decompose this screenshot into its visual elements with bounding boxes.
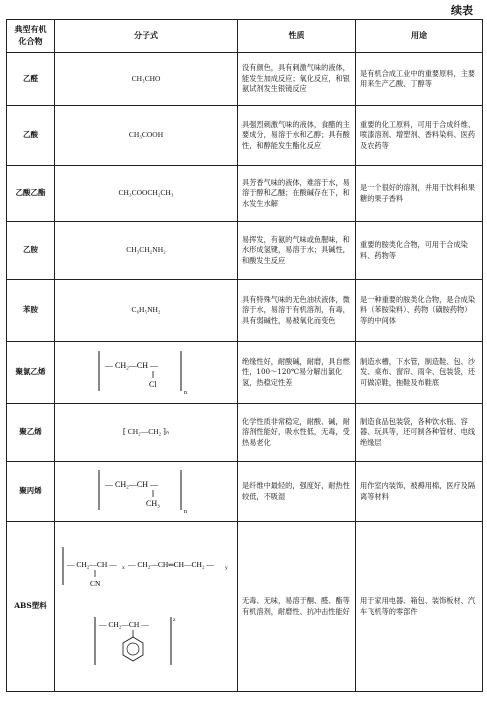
branch-group: Cl	[149, 379, 157, 389]
compound-name: ABS塑料	[7, 522, 55, 692]
table-row	[7, 222, 483, 280]
compound-table	[6, 19, 483, 692]
subscript-n: n	[184, 389, 187, 396]
formula: CH₃CH₂NH₂	[55, 222, 238, 280]
subscript-z: z	[173, 616, 176, 623]
subscript-y: y	[225, 564, 228, 571]
continued-label: 续表	[451, 4, 473, 17]
repeat-unit: — CH₂—CH —	[105, 479, 159, 489]
benzene-ring-icon	[123, 637, 143, 661]
compound-name: 聚乙烯	[7, 404, 55, 462]
use-text: 是一个很好的溶剂，并用于饮料和果糖的果子香料	[356, 166, 483, 222]
property-text: 没有颜色，具有刺激气味的液体，能发生加成反应；氧化反应，和银氨试剂发生银镜反应	[238, 53, 356, 106]
repeat-unit: — CH₂—CH —	[105, 360, 159, 370]
unit-b: — CH₂—CH═CH—CH₂ —	[128, 559, 214, 569]
use-text: 重要的胺类化合物，可用于合成染料、药物等	[356, 222, 483, 280]
compound-name: 乙胺	[7, 222, 55, 280]
compound-name: 聚氯乙烯	[7, 342, 55, 404]
formula: CH₃CHO	[55, 53, 238, 106]
branch-group: CH₃	[146, 498, 160, 508]
use-text: 重要的化工原料，可用于合成纤维、喷漆溶剂、增塑剂、香料染料、医药及农药等	[356, 106, 483, 166]
formula: CH₃COOH	[55, 106, 238, 166]
use-text: 用于家用电器、箱包、装饰板材、汽车飞机等的零部件	[356, 522, 483, 692]
pp-structure	[61, 465, 231, 515]
formula-structure	[55, 342, 238, 404]
table-row	[7, 522, 483, 692]
benzene-ring-circle	[127, 643, 139, 655]
use-text: 是有机合成工业中的重要原料，主要用来生产乙酸、丁醇等	[356, 53, 483, 106]
table-row	[7, 404, 483, 462]
table-row	[7, 280, 483, 342]
branch-cn: CN	[90, 578, 101, 588]
formula-structure	[55, 522, 238, 692]
compound-name: 聚丙烯	[7, 462, 55, 522]
property-text: 绝缘性好，耐酸碱，耐磨，具自燃性，100～120℃易分解出氯化氢，热稳定性差	[238, 342, 356, 404]
property-text: 是纤维中最轻的，强度好，耐热性较低，不吸湿	[238, 462, 356, 522]
property-text: 化学性质非常稳定，耐酸、碱，耐溶剂性能好，吸水性低，无毒，受热易老化	[238, 404, 356, 462]
use-text: 是一种重要的胺类化合物，是合成染料（苯胺染料）、药物（磺胺药物）等的中间体	[356, 280, 483, 342]
header-formula: 分子式	[55, 20, 238, 53]
use-text: 制造水槽，下水管，制造鞋、包、沙发、桌布、窗帘、雨伞、包装袋，还可做凉鞋，拖鞋及布鞋底	[356, 342, 483, 404]
subscript-x: x	[122, 564, 125, 571]
unit-c: — CH₂—CH —	[99, 619, 149, 629]
table-row	[7, 106, 483, 166]
formula: C₆H₅NH₂	[55, 280, 238, 342]
header-row	[7, 20, 483, 53]
header-compound: 典型有机化合物	[7, 20, 55, 53]
abs-structure	[59, 525, 234, 685]
compound-name: 乙酸	[7, 106, 55, 166]
subscript-n: n	[184, 508, 187, 515]
table-row	[7, 462, 483, 522]
formula: CH₃COOCH₂CH₃	[55, 166, 238, 222]
header-property: 性质	[238, 20, 356, 53]
property-text: 具有特殊气味的无色油状液体，微溶于水，易溶于有机溶剂，有毒，具有弱碱性，易被氧化而变色	[238, 280, 356, 342]
table-row	[7, 166, 483, 222]
formula-structure	[55, 462, 238, 522]
unit-a: — CH₂—CH —	[67, 559, 117, 569]
use-text: 用作室内装饰，被褥用棉，医疗及隔离等材料	[356, 462, 483, 522]
property-text: 具强烈刺激气味的液体，食醋的主要成分，易溶于水和乙醇；具有酸性，和醇能发生酯化反应	[238, 106, 356, 166]
table-row	[7, 53, 483, 106]
compound-name: 乙酸乙酯	[7, 166, 55, 222]
property-text: 无毒、无味，易溶于酮、醛、酯等有机溶剂，耐磨性、抗冲击性能好	[238, 522, 356, 692]
formula: ⁅ CH₂—CH₂ ⁆ₙ	[55, 404, 238, 462]
pvc-structure	[61, 346, 231, 396]
property-text: 易挥发，有氨的气味或鱼腥味，和水形成氢键，易溶于水；具碱性，和酸发生反应	[238, 222, 356, 280]
header-use: 用途	[356, 20, 483, 53]
property-text: 具芳香气味的液体，难溶于水，易溶于醇和乙醚；在酸碱存在下，和水发生水解	[238, 166, 356, 222]
table-row	[7, 342, 483, 404]
use-text: 制造食品包装袋，各种饮水瓶、容器、玩具等，还可制各种管材、电线绝缘层	[356, 404, 483, 462]
compound-name: 苯胺	[7, 280, 55, 342]
compound-name: 乙醛	[7, 53, 55, 106]
